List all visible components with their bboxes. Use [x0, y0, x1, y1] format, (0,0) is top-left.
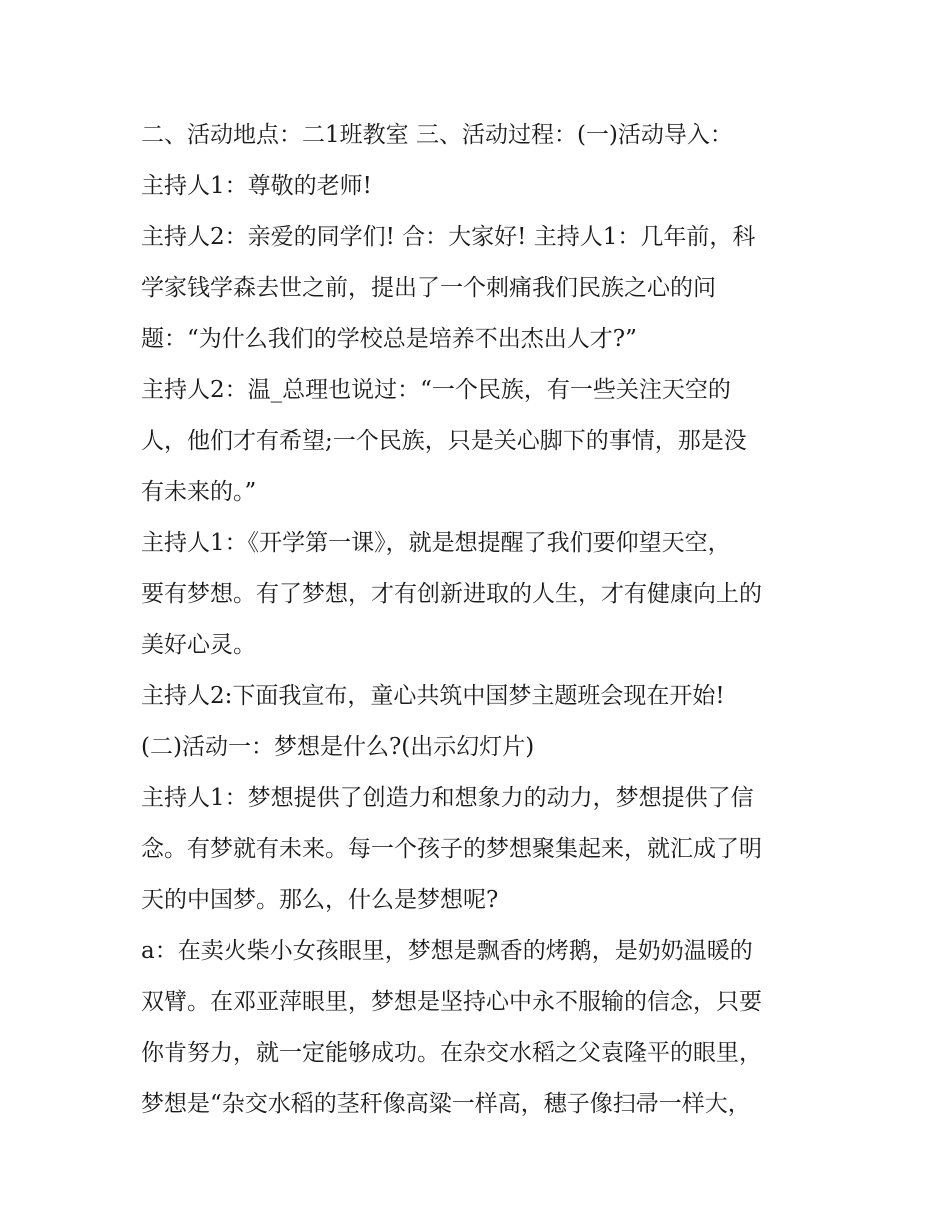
text-line: 有未来的。” — [141, 479, 257, 505]
text-line: 学家钱学森去世之前，提出了一个刺痛我们民族之心的问 — [141, 275, 716, 301]
text-line: 要有梦想。有了梦想，才有创新进取的人生，才有健康向上的 — [141, 581, 762, 607]
text-line: 题：“为什么我们的学校总是培养不出杰出人才?” — [141, 326, 637, 352]
text-line: 双臂。在邓亚萍眼里，梦想是坚持心中永不服输的信念，只要 — [141, 989, 762, 1015]
text-line: a：在卖火柴小女孩眼里，梦想是飘香的烤鹅，是奶奶温暖的 — [141, 938, 753, 964]
text-line: 主持人2：温_总理也说过：“一个民族，有一些关注天空的 — [141, 377, 731, 403]
text-line: 主持人1：梦想提供了创造力和想象力的动力，梦想提供了信 — [141, 785, 754, 811]
text-line: 二、活动地点：二1班教室 三、活动过程：(一)活动导入： — [141, 122, 733, 148]
text-line: 主持人2:下面我宣布，童心共筑中国梦主题班会现在开始! — [141, 683, 725, 709]
text-line: 主持人1：《开学第一课》，就是想提醒了我们要仰望天空， — [141, 530, 731, 556]
document-body — [141, 110, 821, 1130]
text-line: 主持人2：亲爱的同学们! 合：大家好! 主持人1：几年前，科 — [141, 224, 756, 250]
text-line: 天的中国梦。那么，什么是梦想呢? — [141, 887, 499, 913]
text-line: 念。有梦就有未来。每一个孩子的梦想聚集起来，就汇成了明 — [141, 836, 762, 862]
text-line: 主持人1：尊敬的老师! — [141, 173, 372, 199]
text-line: 美好心灵。 — [141, 632, 256, 658]
text-line: (二)活动一：梦想是什么?(出示幻灯片) — [141, 734, 535, 760]
text-line: 人，他们才有希望;一个民族，只是关心脚下的事情，那是没 — [141, 428, 747, 454]
text-line: 梦想是“杂交水稻的茎秆像高粱一样高，穗子像扫帚一样大， — [141, 1091, 751, 1117]
text-line: 你肯努力，就一定能够成功。在杂交水稻之父袁隆平的眼里， — [141, 1040, 762, 1066]
